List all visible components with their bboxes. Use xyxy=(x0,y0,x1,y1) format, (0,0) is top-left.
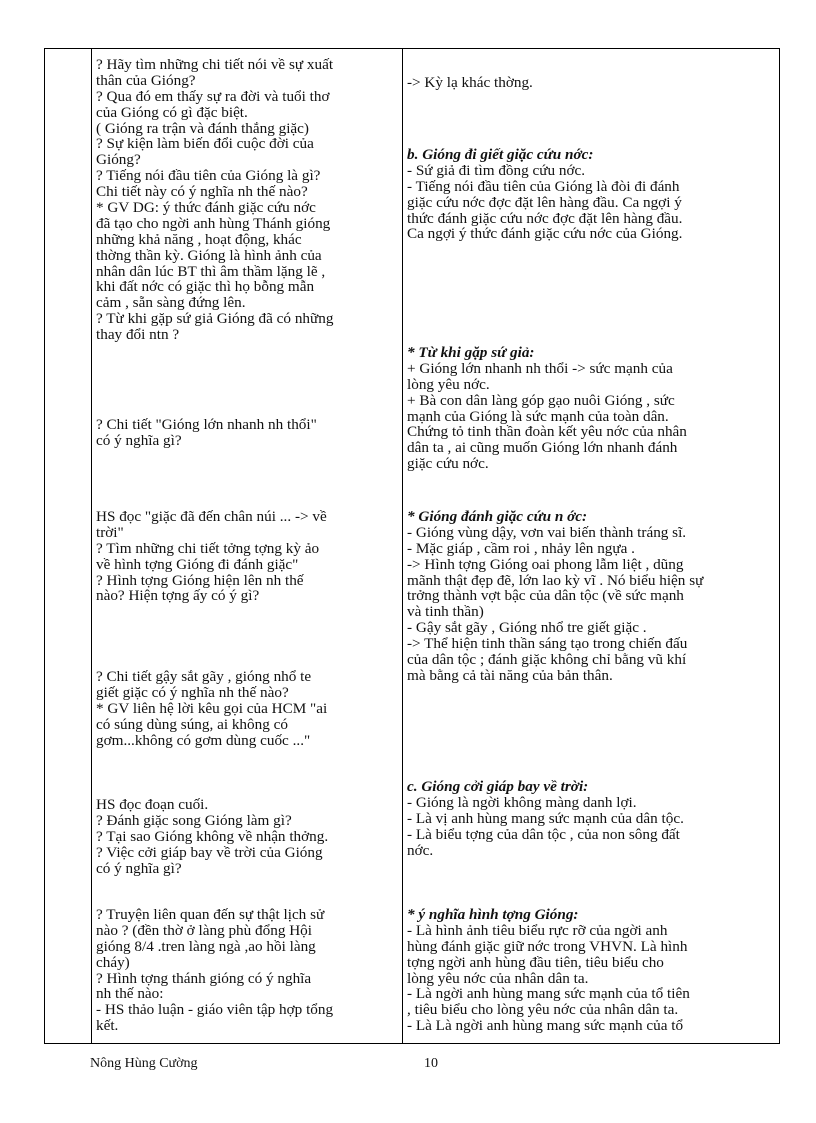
text-line: tợng ngời anh hùng đầu tiên, tiêu biểu cho xyxy=(407,953,664,971)
text-line: giặc cứu nớc. xyxy=(407,455,489,473)
text-line: ? Tiếng nói đầu tiên của Gióng là gì? xyxy=(96,167,321,185)
text-line: - Là ngời anh hùng mang sức mạnh của tổ tiên xyxy=(407,985,690,1003)
text-line: nớc. xyxy=(407,841,434,859)
text-line: nào? Hiện tợng ấy có ý gì? xyxy=(96,587,260,605)
text-line: HS đọc đoạn cuối. xyxy=(96,796,209,813)
text-line: nhân dân lúc BT thì âm thầm lặng lẽ , xyxy=(96,262,326,280)
text-line: nào ? (đền thờ ở làng phù đổng Hội xyxy=(96,921,312,939)
lesson-table xyxy=(44,48,780,1044)
text-line: ? Hãy tìm những chi tiết nói về sự xuất xyxy=(96,56,334,73)
text-line: - Là Là ngời anh hùng mang sức mạnh của tổ xyxy=(407,1017,684,1035)
column-divider-2 xyxy=(402,49,403,1043)
text-line: gơm...không có gơm dùng cuốc ..." xyxy=(96,731,311,749)
text-line: nh thế nào: xyxy=(96,985,164,1003)
text-line: kết. xyxy=(96,1017,119,1035)
text-line: ? Truyện liên quan đến sự thật lịch sử xyxy=(96,906,325,923)
text-line: gióng 8/4 .tren làng ngà ,ao hồi làng xyxy=(96,937,316,955)
section-heading: * ý nghĩa hình tợng Gióng: xyxy=(407,906,579,923)
text-line: thức đánh giặc cứu nớc đợc đặt lên hàng đầu. xyxy=(407,209,683,227)
section-heading: * Từ khi gặp sứ giả: xyxy=(407,344,535,361)
text-line: ? Sự kiện làm biến đổi cuộc đời của xyxy=(96,135,314,153)
text-line: , tiêu biểu cho lòng yêu nớc của nhân dân ta. xyxy=(407,1001,679,1019)
content-block-2 xyxy=(407,147,682,242)
section-heading: * Gióng đánh giặc cứu n ớc: xyxy=(407,508,588,525)
content-block-3 xyxy=(407,345,687,472)
text-line: ? Tại sao Gióng không về nhận thởng. xyxy=(96,827,329,845)
text-line: lòng yêu nớc của nhân dân ta. xyxy=(407,969,589,987)
text-line: hùng đánh giặc giữ nớc trong VHVN. Là hình xyxy=(407,937,688,955)
text-line: và tinh thần) xyxy=(407,603,484,621)
text-line: có súng dùng súng, ai không có xyxy=(96,715,288,733)
text-line: mạnh của Gióng là sức mạnh của toàn dân. xyxy=(407,407,669,425)
text-line: ? Tìm những chi tiết tởng tợng kỳ ảo xyxy=(96,539,320,557)
content-block-1 xyxy=(407,75,533,91)
text-line: trời" xyxy=(96,523,124,541)
text-line: ? Đánh giặc song Gióng làm gì? xyxy=(96,811,292,829)
text-line: trởng thành vợt bậc của dân tộc (về sức mạnh xyxy=(407,587,684,605)
text-line: - Gậy sắt gãy , Gióng nhổ tre giết giặc . xyxy=(407,619,647,637)
text-line: - Tiếng nói đầu tiên của Gióng là đòi đi đánh xyxy=(407,177,680,195)
text-line: - Là vị anh hùng mang sức mạnh của dân tộc. xyxy=(407,809,684,827)
text-line: cảm , sẵn sàng đứng lên. xyxy=(96,294,246,312)
text-line: khi đất nớc có giặc thì họ bỗng mẫn xyxy=(96,278,315,296)
text-line: mãnh thật đẹp đẽ, lớn lao kỳ vĩ . Nó biểu hiện sự xyxy=(407,571,704,589)
text-line: đã tạo cho ngời anh hùng Thánh gióng xyxy=(96,214,331,232)
text-line: -> Kỳ lạ khác thờng. xyxy=(407,74,533,91)
text-line: ? Việc cởi giáp bay về trời của Gióng xyxy=(96,843,323,861)
text-line: của Gióng có gì đặc biệt. xyxy=(96,103,248,121)
text-line: giết giặc có ý nghĩa nh thế nào? xyxy=(96,683,289,701)
text-line: - Gióng vùng dậy, vơn vai biến thành tráng sĩ. xyxy=(407,523,687,541)
text-line: ? Qua đó em thấy sự ra đời và tuổi thơ xyxy=(96,87,330,105)
text-line: + Gióng lớn nhanh nh thổi -> sức mạnh của xyxy=(407,359,673,377)
content-block-6 xyxy=(407,907,690,1034)
section-heading: c. Gióng cởi giáp bay về trời: xyxy=(407,778,589,795)
text-line: thờng thần kỳ. Gióng là hình ảnh của xyxy=(96,246,322,264)
text-line: - Sứ giả đi tìm đồng cứu nớc. xyxy=(407,161,586,179)
text-line: ? Hình tợng thánh gióng có ý nghĩa xyxy=(96,969,312,987)
text-line: ? Chi tiết "Gióng lớn nhanh nh thổi" xyxy=(96,416,317,433)
text-line: - Gióng là ngời không màng danh lợi. xyxy=(407,793,637,811)
activity-block-6 xyxy=(96,907,333,1034)
text-line: của dân tộc ; đánh giặc không chỉ bằng vũ khí xyxy=(407,651,687,669)
column-divider-1 xyxy=(91,49,92,1043)
activity-block-4 xyxy=(96,669,327,748)
text-line: giặc cứu nớc đợc đặt lên hàng đầu. Ca ngợi ý xyxy=(407,193,682,211)
text-line: Chứng tỏ tinh thần đoàn kết yêu nớc của nhân xyxy=(407,423,687,441)
text-line: thay đổi ntn ? xyxy=(96,326,180,344)
text-line: Ca ngợi ý thức đánh giặc cứu nớc của Gióng. xyxy=(407,225,683,243)
activity-block-3 xyxy=(96,509,327,604)
footer-page-number: 10 xyxy=(424,1056,438,1071)
text-line: mà bằng cả tài năng của bản thân. xyxy=(407,666,613,684)
text-line: ? Từ khi gặp sứ giả Gióng đã có những xyxy=(96,310,334,328)
text-line: - Là hình ảnh tiêu biểu rực rỡ của ngời anh xyxy=(407,921,668,939)
text-line: - Mặc giáp , cầm roi , nhảy lên ngựa . xyxy=(407,539,635,557)
text-line: -> Thể hiện tinh thần sáng tạo trong chiến đấu xyxy=(407,635,688,653)
content-block-5 xyxy=(407,779,684,858)
content-block-4 xyxy=(407,509,703,684)
text-line: ( Gióng ra trận và đánh thắng giặc) xyxy=(96,119,309,137)
text-line: Gióng? xyxy=(96,151,141,169)
text-line: ? Hình tợng Gióng hiện lên nh thế xyxy=(96,571,304,589)
text-line: HS đọc "giặc đã đến chân núi ... -> về xyxy=(96,508,327,525)
text-line: -> Hình tợng Gióng oai phong lẫm liệt , dũng xyxy=(407,555,684,573)
activity-block-1 xyxy=(96,57,333,343)
text-line: + Bà con dân làng góp gạo nuôi Gióng , sức xyxy=(407,391,675,409)
text-line: dân ta , ai cũng muốn Gióng lớn nhanh đánh xyxy=(407,439,678,457)
text-line: * GV liên hệ lời kêu gọi của HCM "ai xyxy=(96,699,328,717)
section-heading: b. Gióng đi giết giặc cứu nớc: xyxy=(407,146,594,163)
text-line: những khả năng , hoạt động, khác xyxy=(96,230,302,248)
text-line: về hình tợng Gióng đi đánh giặc" xyxy=(96,555,299,573)
text-line: thân của Gióng? xyxy=(96,71,196,89)
text-line: có ý nghĩa gì? xyxy=(96,859,182,877)
text-line: có ý nghĩa gì? xyxy=(96,431,182,449)
text-line: ? Chi tiết gậy sắt gãy , gióng nhổ te xyxy=(96,668,312,685)
footer-author: Nông Hùng Cường xyxy=(90,1056,198,1071)
text-line: Chi tiết này có ý nghĩa nh thế nào? xyxy=(96,183,308,201)
activity-block-2 xyxy=(96,417,317,449)
text-line: - Là biểu tợng của dân tộc , của non sông đất xyxy=(407,825,680,843)
activity-block-5 xyxy=(96,797,328,876)
text-line: * GV DG: ý thức đánh giặc cứu nớc xyxy=(96,199,316,217)
text-line: cháy) xyxy=(96,953,130,971)
text-line: - HS thảo luận - giáo viên tập hợp tổng xyxy=(96,1001,334,1019)
text-line: lòng yêu nớc. xyxy=(407,375,490,393)
